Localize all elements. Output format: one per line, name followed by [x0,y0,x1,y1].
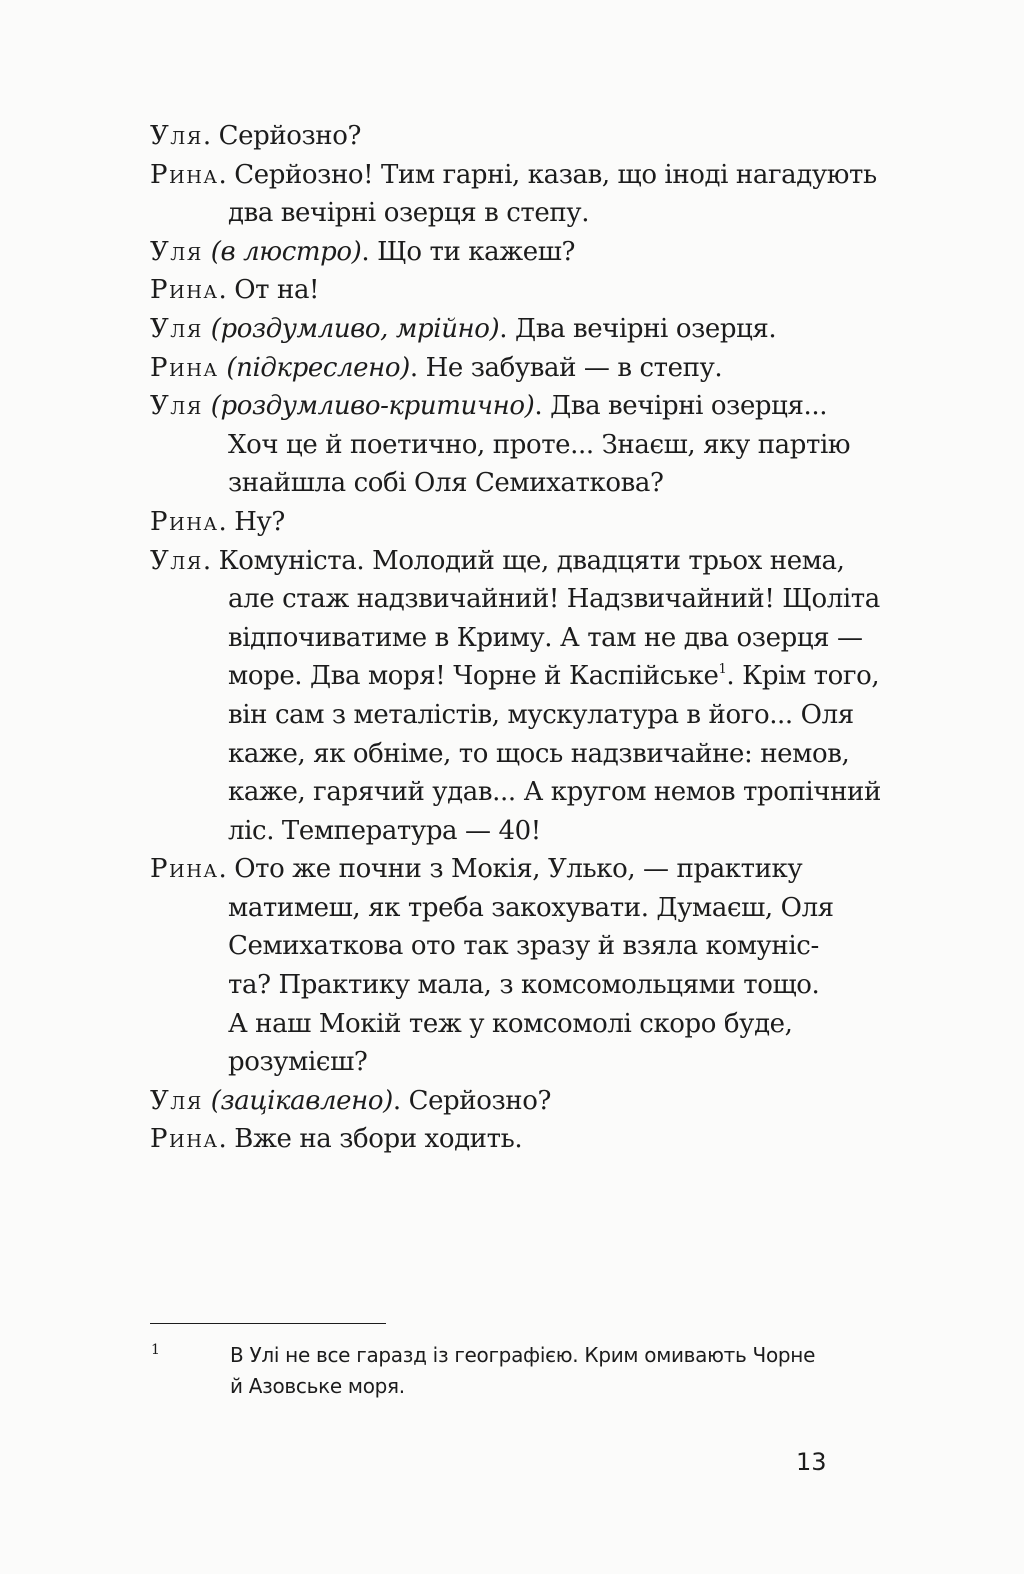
stage-direction: (роздумливо, мрійно) [210,313,500,344]
speech-text: знайшла собі Оля Семихаткова? [228,468,664,499]
speech-line [150,503,870,542]
speech-line [150,1082,870,1121]
speech-line [150,310,870,349]
speech-line [150,426,870,465]
footnote-number: 1 [151,1342,160,1358]
footnote-text: й Азовське моря. [230,1374,405,1398]
speech-line [150,696,870,735]
speech-line [150,271,870,310]
speech-text: . Не забувай — в степу. [409,352,723,383]
speech-text: Семихаткова ото так зразу й взяла комуніс- [228,931,819,962]
speech-text: . Комуніста. Молодий ще, двадцяти трьох нема, [202,545,845,576]
speech-text: . Два вечірні озерця... [534,391,828,422]
speaker-name: Уля [150,391,203,422]
speech-line [150,773,881,812]
speech-text: А наш Мокій теж у комсомолі скоро буде, [228,1008,793,1039]
speech-line [150,812,870,851]
speech-text: . Серйозно! Тим гарні, казав, що іноді нагадують [218,159,877,190]
speech-line [150,194,870,233]
speech-line [150,580,880,619]
speech-text: два вечірні озерця в степу. [228,198,590,229]
speech-text: матимеш, як треба закохувати. Думаєш, Оля [228,892,834,923]
speech-text: . Крім того, [726,661,880,692]
stage-direction: (роздумливо-критично) [210,391,535,422]
speaker-name: Рина [150,352,219,383]
speech-line [150,233,870,272]
speech-line [150,889,870,928]
speech-line [150,735,870,774]
speech-text: відпочиватиме в Криму. А там не два озерця — [228,622,863,653]
footnote [230,1340,850,1402]
speech-text: . От на! [218,275,320,306]
speech-text: але стаж надзвичайний! Надзвичайний! Щоліта [228,584,880,615]
speaker-name: Уля [150,236,203,267]
footnote-text: В Улі не все гаразд із географією. Крим омивають Чорне [230,1343,816,1367]
speech-text: він сам з металістів, мускулатура в його... Оля [228,699,854,730]
stage-direction: (зацікавлено) [210,1085,393,1116]
speech-text: каже, гарячий удав... А кругом немов тропічний [228,777,881,808]
speaker-name: Уля [150,1085,203,1116]
speaker-name: Рина [150,1124,219,1155]
speech-text: . Два вечірні озерця. [499,313,777,344]
speaker-name: Рина [150,854,219,885]
speaker-name: Уля [150,121,203,151]
speech-text: . Ну? [218,506,285,537]
footnote-divider [150,1323,386,1324]
speech-line [150,657,880,696]
speech-line [150,619,870,658]
speech-text: . Серйозно? [202,121,361,151]
footnote-reference: 1 [718,662,727,678]
speech-text: ліс. Температура — 40! [228,815,541,846]
speech-line [150,464,870,503]
speech-text: . Вже на збори ходить. [218,1124,523,1155]
speech-line [150,850,870,889]
speaker-name: Уля [150,313,203,344]
speaker-name: Уля [150,545,203,576]
speaker-name: Рина [150,275,219,306]
speech-line [150,156,877,195]
speech-text: Хоч це й поетично, проте... Знаєш, яку партію [228,429,851,460]
speaker-name: Рина [150,159,219,190]
speech-text: каже, як обніме, то щось надзвичайне: немов, [228,738,850,769]
stage-direction: (в люстро) [210,236,362,267]
speech-line [150,542,870,581]
speech-line [150,1120,870,1159]
speech-text: розумієш? [228,1047,368,1078]
speech-line [150,387,870,426]
play-text [150,117,881,1159]
speech-text: . Ото же почни з Мокія, Улько, — практику [218,854,803,885]
speech-text: та? Практику мала, з комсомольцями тощо. [228,970,820,1001]
page-number: 13 [796,1448,827,1476]
speech-text: . Що ти кажеш? [361,236,576,267]
speech-line [150,966,870,1005]
speech-line [150,1005,870,1044]
speech-line [150,927,870,966]
speech-text: море. Два моря! Чорне й Каспійське [228,661,719,692]
speech-text: . Серйозно? [392,1085,551,1116]
stage-direction: (підкреслено) [226,352,410,383]
speech-line [150,117,870,156]
speaker-name: Рина [150,506,219,537]
speech-line [150,1043,870,1082]
speech-line [150,349,870,388]
